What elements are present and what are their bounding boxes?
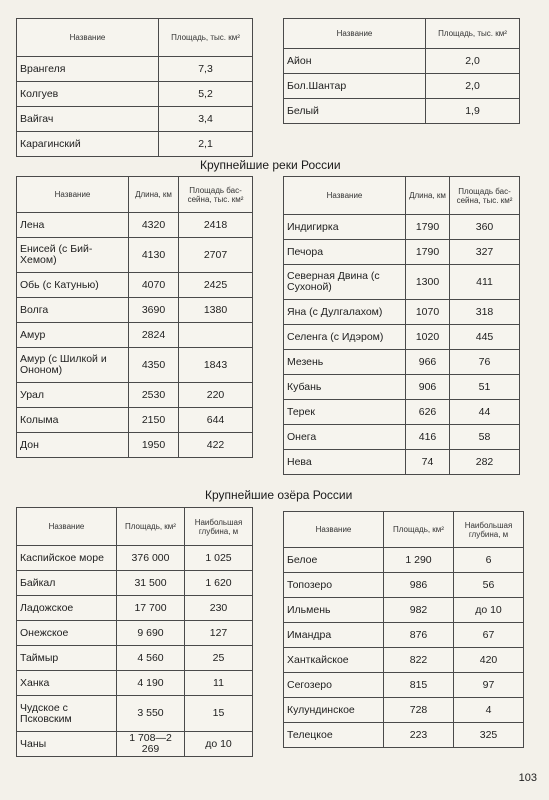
cell-area: 4 190 xyxy=(117,671,185,696)
cell-name: Индигирка xyxy=(284,215,406,240)
cell-length: 4350 xyxy=(129,348,179,383)
cell-basin: 411 xyxy=(450,265,520,300)
cell-depth: 11 xyxy=(185,671,253,696)
cell-length: 906 xyxy=(406,375,450,400)
cell-name: Ильмень xyxy=(284,598,384,623)
cell-area: 7,3 xyxy=(159,57,253,82)
table-row xyxy=(284,325,520,350)
cell-name: Ладожское xyxy=(17,596,117,621)
cell-basin: 58 xyxy=(450,425,520,450)
table-row xyxy=(284,240,520,265)
header-basin: Площадь бас-сейна, тыс. км² xyxy=(179,177,253,213)
table-row xyxy=(17,57,253,82)
table-row xyxy=(17,732,253,757)
table-row xyxy=(284,573,524,598)
cell-name: Топозеро xyxy=(284,573,384,598)
cell-depth: 1 025 xyxy=(185,546,253,571)
cell-name: Айон xyxy=(284,49,426,74)
table-row xyxy=(17,323,253,348)
cell-name: Чаны xyxy=(17,732,117,757)
table-row xyxy=(284,598,524,623)
cell-name: Обь (с Катунью) xyxy=(17,273,129,298)
table-row xyxy=(17,348,253,383)
table-row xyxy=(284,74,520,99)
cell-area: 31 500 xyxy=(117,571,185,596)
cell-name: Колгуев xyxy=(17,82,159,107)
cell-area: 4 560 xyxy=(117,646,185,671)
table-row xyxy=(17,696,253,732)
table-row xyxy=(284,425,520,450)
header-name: Название xyxy=(17,177,129,213)
cell-name: Имандра xyxy=(284,623,384,648)
cell-area: 815 xyxy=(384,673,454,698)
cell-area: 376 000 xyxy=(117,546,185,571)
cell-area: 982 xyxy=(384,598,454,623)
cell-depth: 15 xyxy=(185,696,253,732)
table-row xyxy=(284,99,520,124)
cell-name: Онега xyxy=(284,425,406,450)
cell-length: 1790 xyxy=(406,240,450,265)
cell-area: 728 xyxy=(384,698,454,723)
header-name: Название xyxy=(284,512,384,548)
cell-name: Дон xyxy=(17,433,129,458)
table-row xyxy=(284,350,520,375)
table-row xyxy=(284,300,520,325)
cell-depth: 67 xyxy=(454,623,524,648)
lakes-table-right xyxy=(283,511,524,748)
cell-name: Таймыр xyxy=(17,646,117,671)
islands-table-left xyxy=(16,18,253,157)
cell-basin: 44 xyxy=(450,400,520,425)
cell-name: Селенга (с Идэром) xyxy=(284,325,406,350)
table-row xyxy=(284,548,524,573)
cell-area: 986 xyxy=(384,573,454,598)
cell-basin: 282 xyxy=(450,450,520,475)
cell-name: Бол.Шантар xyxy=(284,74,426,99)
cell-area: 822 xyxy=(384,648,454,673)
table-row xyxy=(284,265,520,300)
table-row xyxy=(17,213,253,238)
table-row xyxy=(284,400,520,425)
cell-basin: 1843 xyxy=(179,348,253,383)
header-name: Название xyxy=(17,508,117,546)
cell-area: 5,2 xyxy=(159,82,253,107)
cell-depth: 56 xyxy=(454,573,524,598)
table-row xyxy=(284,673,524,698)
header-area: Площадь, км² xyxy=(117,508,185,546)
cell-area: 1,9 xyxy=(426,99,520,124)
cell-length: 2824 xyxy=(129,323,179,348)
cell-basin: 2418 xyxy=(179,213,253,238)
cell-depth: до 10 xyxy=(454,598,524,623)
cell-basin: 360 xyxy=(450,215,520,240)
cell-name: Енисей (с Бий-Хемом) xyxy=(17,238,129,273)
table-row xyxy=(17,646,253,671)
cell-depth: 4 xyxy=(454,698,524,723)
cell-name: Врангеля xyxy=(17,57,159,82)
cell-area: 2,0 xyxy=(426,74,520,99)
cell-depth: 325 xyxy=(454,723,524,748)
cell-depth: 127 xyxy=(185,621,253,646)
rivers-heading: Крупнейшие реки России xyxy=(200,158,341,172)
cell-length: 2150 xyxy=(129,408,179,433)
cell-name: Урал xyxy=(17,383,129,408)
rivers-table-left xyxy=(16,176,253,458)
cell-area: 876 xyxy=(384,623,454,648)
table-row xyxy=(284,215,520,240)
table-row xyxy=(17,82,253,107)
cell-basin: 644 xyxy=(179,408,253,433)
cell-name: Нева xyxy=(284,450,406,475)
cell-basin: 327 xyxy=(450,240,520,265)
cell-length: 1300 xyxy=(406,265,450,300)
cell-name: Вайгач xyxy=(17,107,159,132)
cell-basin: 220 xyxy=(179,383,253,408)
cell-name: Ханткайское xyxy=(284,648,384,673)
cell-basin xyxy=(179,323,253,348)
cell-name: Амур xyxy=(17,323,129,348)
islands-table-right xyxy=(283,18,520,124)
cell-depth: до 10 xyxy=(185,732,253,757)
table-row xyxy=(284,698,524,723)
cell-area: 1 290 xyxy=(384,548,454,573)
cell-name: Амур (с Шилкой и Ононом) xyxy=(17,348,129,383)
cell-area: 223 xyxy=(384,723,454,748)
cell-length: 1950 xyxy=(129,433,179,458)
header-basin: Площадь бас-сейна, тыс. км² xyxy=(450,177,520,215)
table-row xyxy=(17,596,253,621)
cell-name: Северная Двина (с Сухоной) xyxy=(284,265,406,300)
rivers-table-right xyxy=(283,176,520,475)
cell-name: Ханка xyxy=(17,671,117,696)
cell-name: Каспийское море xyxy=(17,546,117,571)
cell-basin: 318 xyxy=(450,300,520,325)
cell-basin: 2425 xyxy=(179,273,253,298)
cell-name: Чудское с Псковским xyxy=(17,696,117,732)
table-row xyxy=(17,132,253,157)
cell-area: 2,1 xyxy=(159,132,253,157)
cell-length: 416 xyxy=(406,425,450,450)
cell-length: 626 xyxy=(406,400,450,425)
cell-length: 1020 xyxy=(406,325,450,350)
table-row xyxy=(17,383,253,408)
cell-name: Сегозеро xyxy=(284,673,384,698)
cell-name: Белый xyxy=(284,99,426,124)
cell-name: Телецкое xyxy=(284,723,384,748)
cell-area: 1 708—2 269 xyxy=(117,732,185,757)
header-length: Длина, км xyxy=(129,177,179,213)
cell-name: Терек xyxy=(284,400,406,425)
cell-length: 3690 xyxy=(129,298,179,323)
table-row xyxy=(284,49,520,74)
page-number: 103 xyxy=(518,772,537,784)
cell-basin: 445 xyxy=(450,325,520,350)
cell-name: Кулундинское xyxy=(284,698,384,723)
cell-depth: 420 xyxy=(454,648,524,673)
cell-depth: 1 620 xyxy=(185,571,253,596)
header-area: Площадь, тыс. км² xyxy=(426,19,520,49)
cell-basin: 2707 xyxy=(179,238,253,273)
cell-area: 2,0 xyxy=(426,49,520,74)
cell-depth: 6 xyxy=(454,548,524,573)
header-depth: Наибольшая глубина, м xyxy=(454,512,524,548)
cell-length: 74 xyxy=(406,450,450,475)
cell-depth: 25 xyxy=(185,646,253,671)
table-row xyxy=(17,671,253,696)
table-row xyxy=(284,450,520,475)
header-area: Площадь, км² xyxy=(384,512,454,548)
cell-length: 4320 xyxy=(129,213,179,238)
cell-length: 2530 xyxy=(129,383,179,408)
cell-name: Белое xyxy=(284,548,384,573)
table-row xyxy=(17,433,253,458)
cell-name: Лена xyxy=(17,213,129,238)
lakes-heading: Крупнейшие озёра России xyxy=(205,488,353,502)
cell-basin: 422 xyxy=(179,433,253,458)
cell-area: 9 690 xyxy=(117,621,185,646)
lakes-table-left xyxy=(16,507,253,757)
table-row xyxy=(17,408,253,433)
cell-name: Мезень xyxy=(284,350,406,375)
table-row xyxy=(17,621,253,646)
header-area: Площадь, тыс. км² xyxy=(159,19,253,57)
table-row xyxy=(17,107,253,132)
cell-name: Байкал xyxy=(17,571,117,596)
cell-area: 17 700 xyxy=(117,596,185,621)
cell-name: Волга xyxy=(17,298,129,323)
table-row xyxy=(284,375,520,400)
cell-area: 3,4 xyxy=(159,107,253,132)
cell-length: 966 xyxy=(406,350,450,375)
cell-name: Онежское xyxy=(17,621,117,646)
table-row xyxy=(17,546,253,571)
cell-length: 4130 xyxy=(129,238,179,273)
cell-name: Печора xyxy=(284,240,406,265)
table-row xyxy=(284,723,524,748)
cell-depth: 97 xyxy=(454,673,524,698)
cell-length: 1790 xyxy=(406,215,450,240)
table-row xyxy=(284,623,524,648)
cell-length: 4070 xyxy=(129,273,179,298)
header-name: Название xyxy=(284,19,426,49)
header-length: Длина, км xyxy=(406,177,450,215)
header-depth: Наибольшая глубина, м xyxy=(185,508,253,546)
cell-name: Карагинский xyxy=(17,132,159,157)
cell-length: 1070 xyxy=(406,300,450,325)
header-name: Название xyxy=(284,177,406,215)
cell-basin: 51 xyxy=(450,375,520,400)
table-row xyxy=(17,273,253,298)
table-row xyxy=(17,571,253,596)
table-row xyxy=(284,648,524,673)
cell-name: Кубань xyxy=(284,375,406,400)
table-row xyxy=(17,298,253,323)
cell-basin: 1380 xyxy=(179,298,253,323)
cell-name: Яна (с Дулгалахом) xyxy=(284,300,406,325)
cell-name: Колыма xyxy=(17,408,129,433)
cell-basin: 76 xyxy=(450,350,520,375)
cell-depth: 230 xyxy=(185,596,253,621)
cell-area: 3 550 xyxy=(117,696,185,732)
header-name: Название xyxy=(17,19,159,57)
table-row xyxy=(17,238,253,273)
